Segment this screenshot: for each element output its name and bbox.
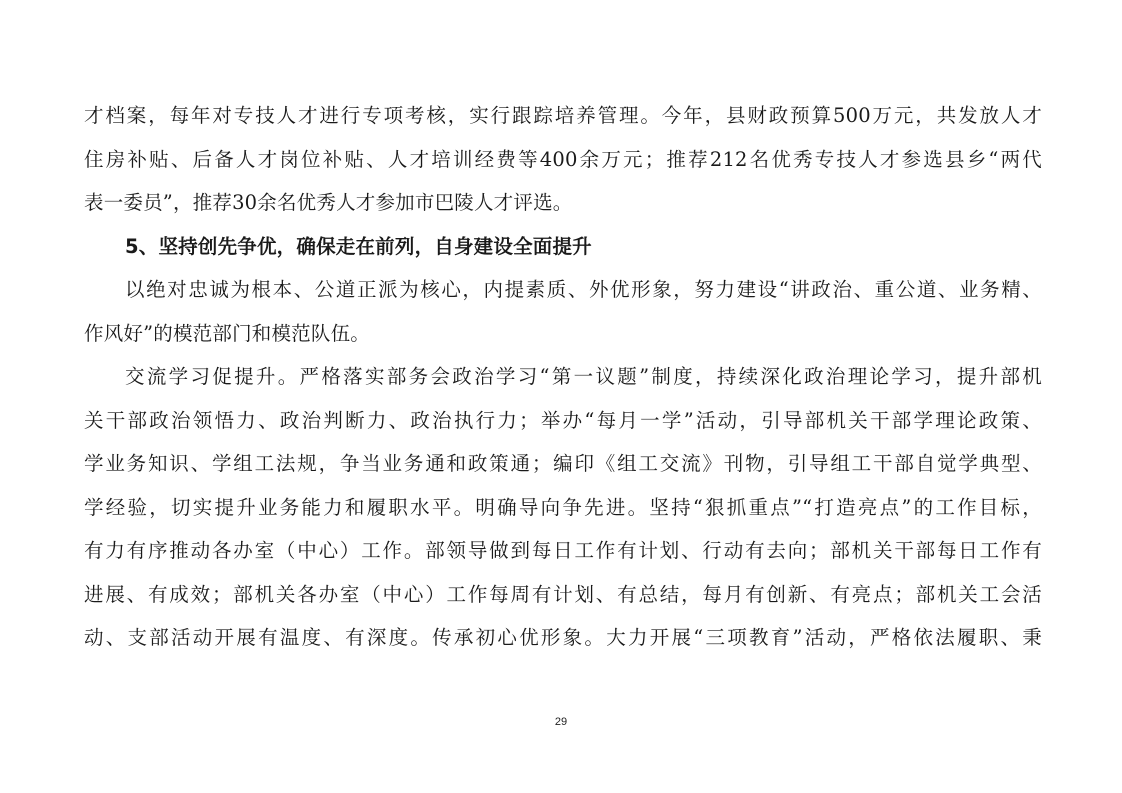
paragraph-line: 进展、有成效；部机关各办室（中心）工作每周有计划、有总结，每月有创新、有亮点；部机关工会活 bbox=[84, 582, 1042, 606]
paragraph-line: 作风好”的模范部门和模范队伍。 bbox=[84, 321, 370, 345]
section-heading: 5、坚持创先争优，确保走在前列，自身建设全面提升 bbox=[125, 234, 592, 258]
body-text bbox=[84, 94, 1042, 660]
paragraph-line: 有力有序推动各办室（中心）工作。部领导做到每日工作有计划、行动有去向；部机关干部每日工作有 bbox=[84, 539, 1042, 562]
paragraph-line: 以绝对忠诚为根本、公道正派为核心，内提素质、外优形象，努力建设“讲政治、重公道、业务精、 bbox=[125, 278, 1042, 301]
page-number: 29 bbox=[554, 716, 568, 728]
paragraph-line: 学业务知识、学组工法规，争当业务通和政策通；编印《组工交流》刊物，引导组工干部自觉学典型、 bbox=[84, 452, 1042, 475]
paragraph-line: 交流学习促提升。严格落实部务会政治学习“第一议题”制度，持续深化政治理论学习，提升部机 bbox=[125, 365, 1042, 388]
paragraph-line: 学经验，切实提升业务能力和履职水平。明确导向争先进。坚持“狠抓重点”“打造亮点”的工作目标， bbox=[84, 495, 1042, 519]
paragraph-line: 表一委员”，推荐30余名优秀人才参加市巴陵人才评选。 bbox=[84, 191, 573, 214]
paragraph-line: 动、支部活动开展有温度、有深度。传承初心优形象。大力开展“三项教育”活动，严格依法履职、秉 bbox=[84, 626, 1042, 649]
paragraph-line: 关干部政治领悟力、政治判断力、政治执行力；举办“每月一学”活动，引导部机关干部学理论政策、 bbox=[84, 408, 1042, 432]
paragraph-line: 才档案，每年对专技人才进行专项考核，实行跟踪培养管理。今年，县财政预算500万元，共发放人才 bbox=[84, 104, 1042, 127]
paragraph-line: 住房补贴、后备人才岗位补贴、人才培训经费等400余万元；推荐212名优秀专技人才参选县乡“两代 bbox=[84, 147, 1042, 171]
